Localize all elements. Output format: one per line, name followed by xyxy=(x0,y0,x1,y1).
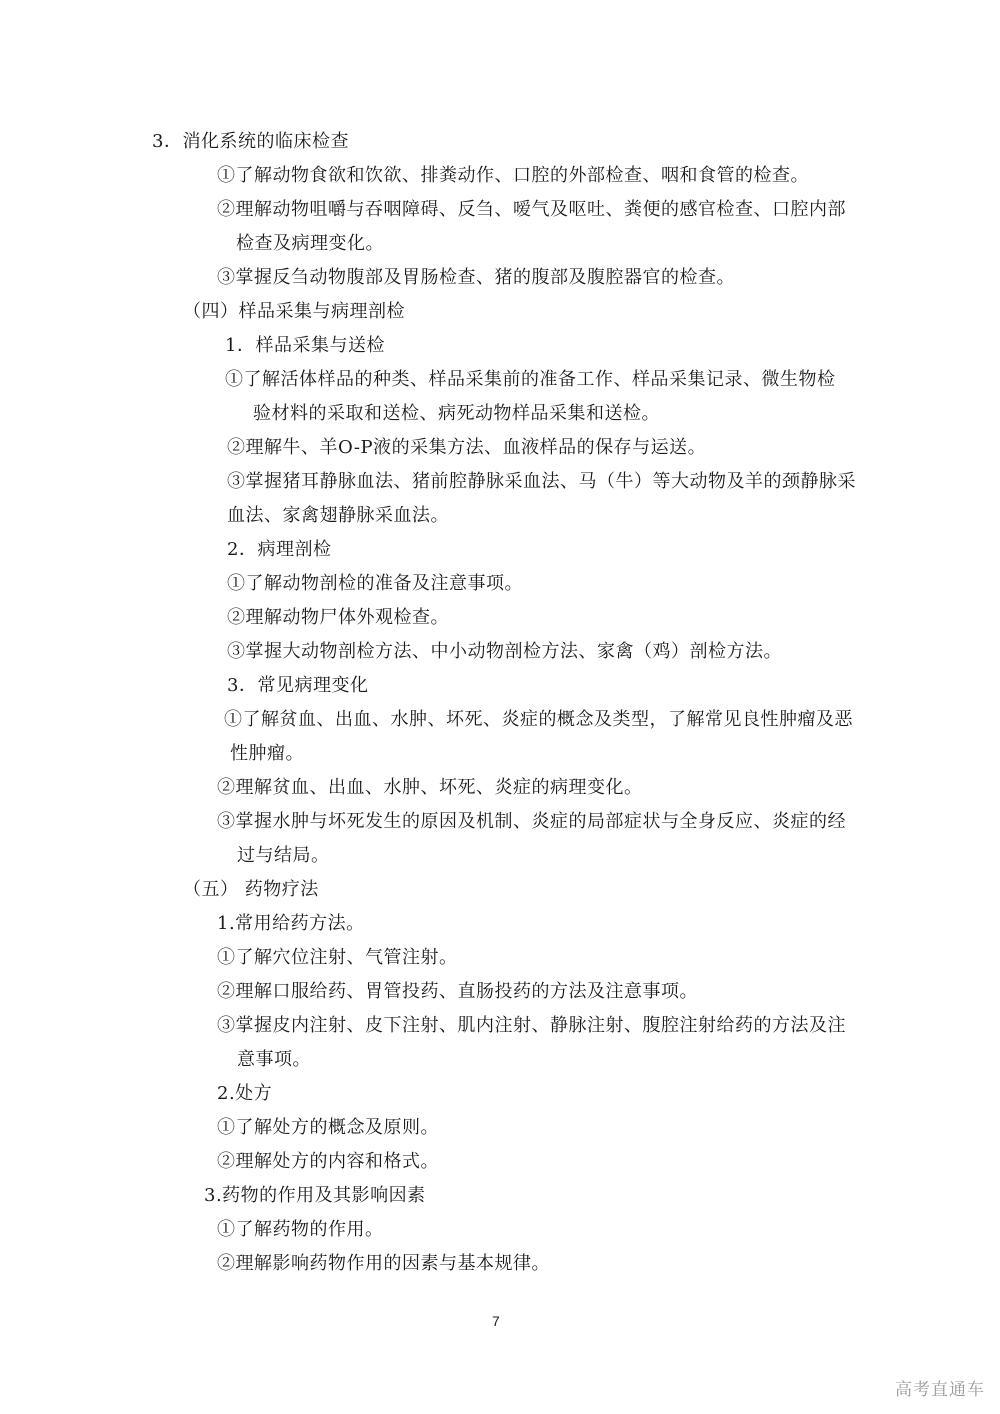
subsection-heading: 2.处方 xyxy=(217,1083,273,1104)
list-item-continuation: 过与结局。 xyxy=(237,845,330,866)
subsection-heading: 3.药物的作用及其影响因素 xyxy=(204,1185,426,1206)
watermark: 高考直通车 xyxy=(895,1380,985,1400)
page-number: 7 xyxy=(492,1313,500,1329)
section-heading: （五） 药物疗法 xyxy=(183,879,319,900)
list-item-continuation: 血法、家禽翅静脉采血法。 xyxy=(227,505,449,526)
subsection-heading: 2．病理剖检 xyxy=(227,539,332,560)
list-item: ②理解处方的内容和格式。 xyxy=(217,1151,439,1172)
list-item: ①了解贫血、出血、水肿、坏死、炎症的概念及类型，了解常见良性肿瘤及恶 xyxy=(224,709,853,730)
list-item: ②理解贫血、出血、水肿、坏死、炎症的病理变化。 xyxy=(217,777,643,798)
list-item: ②理解动物咀嚼与吞咽障碍、反刍、嗳气及呕吐、粪便的感官检查、口腔内部 xyxy=(217,199,846,220)
subsection-heading: 1．样品采集与送检 xyxy=(225,335,385,356)
list-item-continuation: 意事项。 xyxy=(237,1049,311,1070)
subsection-heading: 3．常见病理变化 xyxy=(227,675,369,696)
list-item: ③掌握大动物剖检方法、中小动物剖检方法、家禽（鸡）剖检方法。 xyxy=(227,641,782,662)
list-item-continuation: 性肿瘤。 xyxy=(230,743,304,764)
section-heading: （四）样品采集与病理剖检 xyxy=(183,301,405,322)
list-item-continuation: 检查及病理变化。 xyxy=(236,233,384,254)
subsection-heading: 1.常用给药方法。 xyxy=(217,913,365,934)
list-item: ①了解药物的作用。 xyxy=(217,1219,384,1240)
list-item: ①了解穴位注射、气管注射。 xyxy=(217,947,458,968)
section-heading: 3．消化系统的临床检查 xyxy=(152,131,349,152)
list-item-continuation: 验材料的采取和送检、病死动物样品采集和送检。 xyxy=(253,403,660,424)
list-item: ①了解活体样品的种类、样品采集前的准备工作、样品采集记录、微生物检 xyxy=(225,369,836,390)
list-item: ②理解动物尸体外观检查。 xyxy=(227,607,449,628)
list-item: ③掌握猪耳静脉血法、猪前腔静脉采血法、马（牛）等大动物及羊的颈静脉采 xyxy=(227,471,856,492)
list-item: ②理解影响药物作用的因素与基本规律。 xyxy=(217,1253,550,1274)
list-item: ③掌握水肿与坏死发生的原因及机制、炎症的局部症状与全身反应、炎症的经 xyxy=(217,811,846,832)
list-item: ②理解口服给药、胃管投药、直肠投药的方法及注意事项。 xyxy=(217,981,698,1002)
list-item: ①了解处方的概念及原则。 xyxy=(217,1117,439,1138)
list-item: ③掌握反刍动物腹部及胃肠检查、猪的腹部及腹腔器官的检查。 xyxy=(217,267,735,288)
list-item: ③掌握皮内注射、皮下注射、肌内注射、静脉注射、腹腔注射给药的方法及注 xyxy=(217,1015,846,1036)
list-item: ①了解动物剖检的准备及注意事项。 xyxy=(227,573,523,594)
list-item: ②理解牛、羊O-P液的采集方法、血液样品的保存与运送。 xyxy=(227,437,707,458)
list-item: ①了解动物食欲和饮欲、排粪动作、口腔的外部检查、咽和食管的检查。 xyxy=(217,165,809,186)
